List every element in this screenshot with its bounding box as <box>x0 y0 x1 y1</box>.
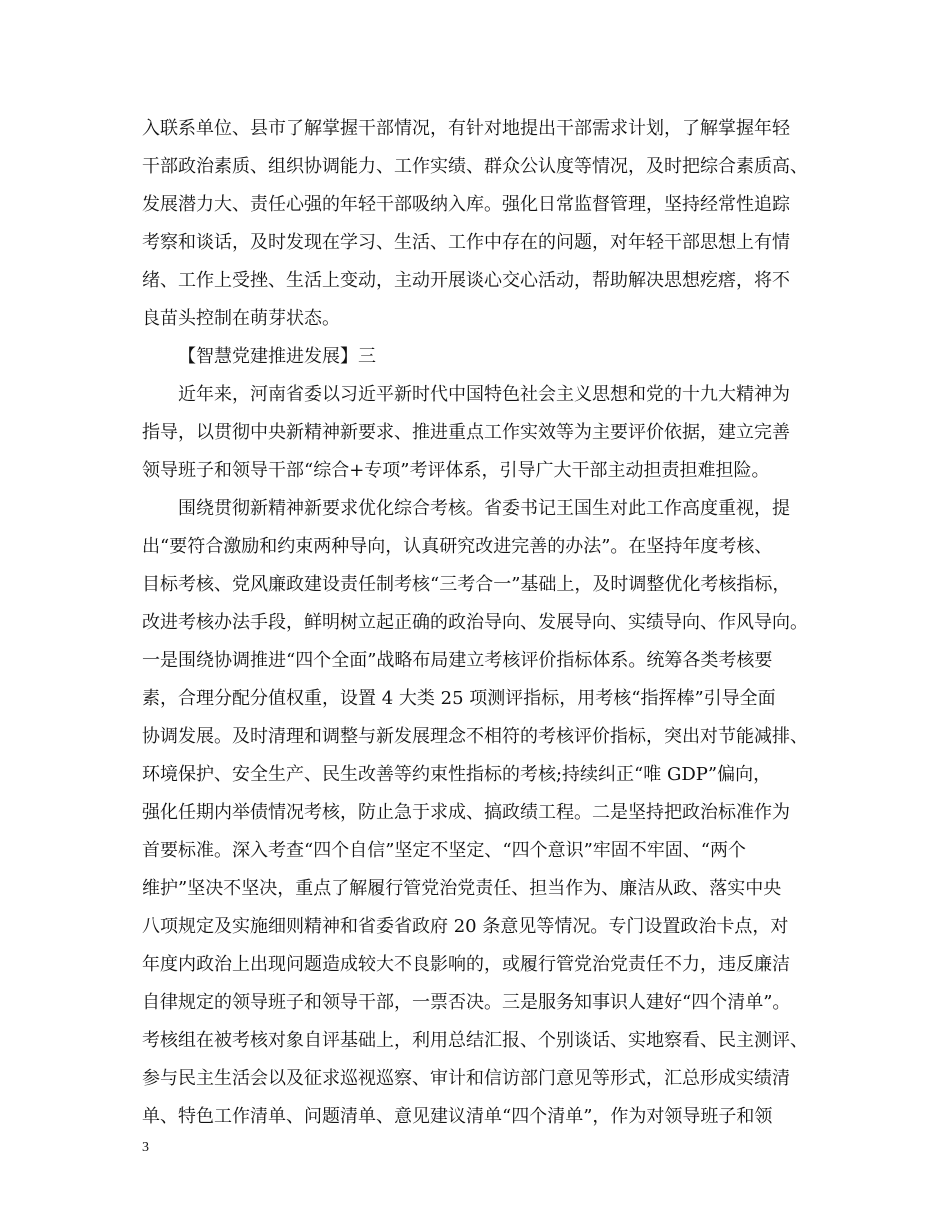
text-line: 入联系单位、县市了解掌握干部情况，有针对地提出干部需求计划，了解掌握年轻 <box>142 118 790 139</box>
text-line: 维护”坚决不坚决，重点了解履行管党治党责任、担当作为、廉洁从政、落实中央 <box>142 878 782 899</box>
text-line: 绪、工作上受挫、生活上变动，主动开展谈心交心活动，帮助解决思想疙瘩，将不 <box>142 270 790 291</box>
text-line: 参与民主生活会以及征求巡视巡察、审计和信访部门意见等形式，汇总形成实绩清 <box>142 1068 790 1089</box>
text-line: 指导，以贯彻中央新精神新要求、推进重点工作实效等为主要评价依据，建立完善 <box>142 422 790 443</box>
text-line: 单、特色工作清单、问题清单、意见建议清单“四个清单”，作为对领导班子和领 <box>142 1106 773 1127</box>
text-line: 环境保护、安全生产、民生改善等约束性指标的考核;持续纠正“唯 GDP”偏向， <box>142 764 772 785</box>
text-line: 年度内政治上出现问题造成较大不良影响的，或履行管党治党责任不力，违反廉洁 <box>142 954 790 975</box>
text-line: 考核组在被考核对象自评基础上，利用总结汇报、个别谈话、实地察看、民主测评、 <box>142 1030 808 1051</box>
text-line: 改进考核办法手段，鲜明树立起正确的政治导向、发展导向、实绩导向、作风导向。 <box>142 612 808 633</box>
text-line: 近年来，河南省委以习近平新时代中国特色社会主义思想和党的十九大精神为 <box>178 384 790 405</box>
text-line: 考察和谈话，及时发现在学习、生活、工作中存在的问题，对年轻干部思想上有情 <box>142 232 790 253</box>
text-line: 协调发展。及时清理和调整与新发展理念不相符的考核评价指标，突出对节能减排、 <box>142 726 808 747</box>
text-line: 出“要符合激励和约束两种导向，认真研究改进完善的办法”。在坚持年度考核、 <box>142 536 773 557</box>
text-line: 发展潜力大、责任心强的年轻干部吸纳入库。强化日常监督管理，坚持经常性追踪 <box>142 194 790 215</box>
text-line: 八项规定及实施细则精神和省委省政府 20 条意见等情况。专门设置政治卡点，对 <box>142 916 789 937</box>
text-line: 围绕贯彻新精神新要求优化综合考核。省委书记王国生对此工作高度重视，提 <box>178 498 790 519</box>
text-line: 领导班子和领导干部“综合+专项”考评体系，引导广大干部主动担责担难担险。 <box>142 460 770 481</box>
text-line: 良苗头控制在萌芽状态。 <box>142 308 340 329</box>
page-number: 3 <box>142 1140 149 1155</box>
text-line: 干部政治素质、组织协调能力、工作实绩、群众公认度等情况，及时把综合素质高、 <box>142 156 808 177</box>
text-line: 强化任期内举债情况考核，防止急于求成、搞政绩工程。二是坚持把政治标准作为 <box>142 802 790 823</box>
text-line: 首要标准。深入考查“四个自信”坚定不坚定、“四个意识”牢固不牢固、“两个 <box>142 840 747 861</box>
text-line: 自律规定的领导班子和领导干部，一票否决。三是服务知事识人建好“四个清单”。 <box>142 992 791 1013</box>
text-line: 素，合理分配分值权重，设置 4 大类 25 项测评指标，用考核“指挥棒”引导全面 <box>142 688 776 709</box>
section-heading: 【智慧党建推进发展】三 <box>178 346 376 367</box>
text-line: 一是围绕协调推进“四个全面”战略布局建立考核评价指标体系。统筹各类考核要 <box>142 650 773 671</box>
text-line: 目标考核、党风廉政建设责任制考核“三考合一”基础上，及时调整优化考核指标， <box>142 574 791 595</box>
